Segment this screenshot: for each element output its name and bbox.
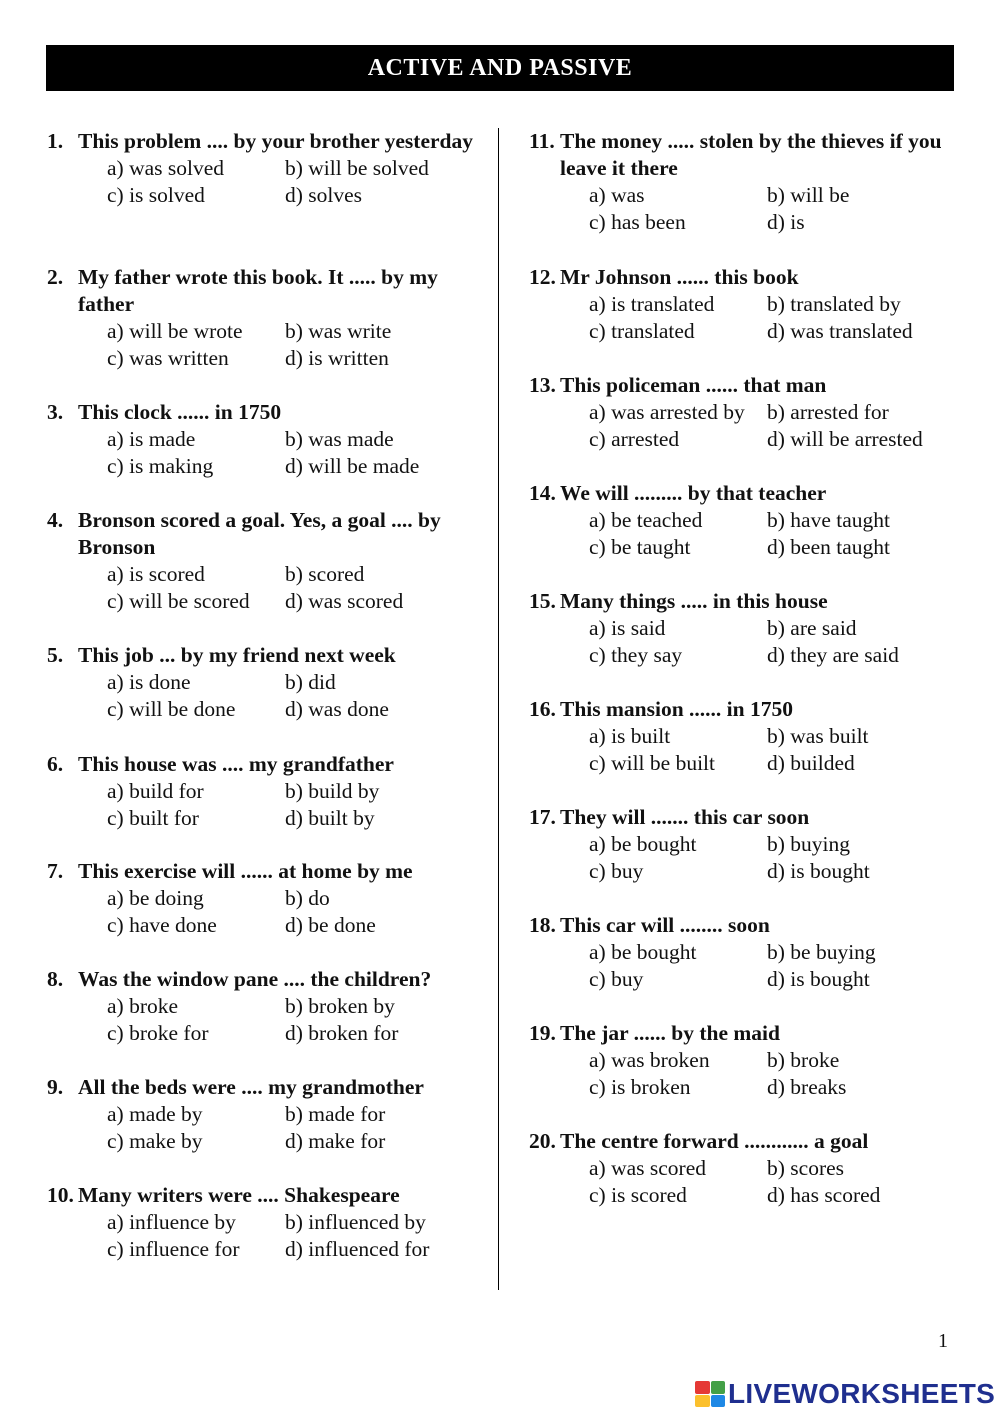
title-bar xyxy=(46,45,954,91)
question-7 xyxy=(47,858,477,939)
option-row xyxy=(529,858,959,885)
question-number: 14. xyxy=(529,481,556,505)
option-d[interactable]: d) breaks xyxy=(767,1075,847,1099)
question-number: 11. xyxy=(529,129,555,153)
option-row xyxy=(47,1020,477,1047)
question-number: 9. xyxy=(47,1075,64,1099)
option-c[interactable]: c) have done xyxy=(107,913,217,937)
option-d[interactable]: d) they are said xyxy=(767,643,899,667)
option-d[interactable]: d) will be made xyxy=(285,454,420,478)
option-d[interactable]: d) is xyxy=(767,210,805,234)
option-c[interactable]: c) will be done xyxy=(107,697,236,721)
option-row xyxy=(47,561,477,588)
option-b[interactable]: b) do xyxy=(285,886,330,910)
option-row xyxy=(47,426,477,453)
option-row xyxy=(47,1236,477,1263)
option-a[interactable]: a) influence by xyxy=(107,1210,236,1234)
question-text: This job ... by my friend next week xyxy=(78,643,396,667)
question-text: This car will ........ soon xyxy=(560,913,770,937)
option-b[interactable]: b) are said xyxy=(767,616,857,640)
question-prompt xyxy=(47,399,477,426)
option-row xyxy=(529,318,959,345)
option-d[interactable]: d) builded xyxy=(767,751,855,775)
question-text: My father wrote this book. It ..... by my father xyxy=(78,265,438,316)
option-a[interactable]: a) was arrested by xyxy=(589,400,745,424)
question-number: 18. xyxy=(529,913,556,937)
option-b[interactable]: b) buying xyxy=(767,832,851,856)
question-2 xyxy=(47,264,477,372)
question-number: 2. xyxy=(47,265,64,289)
question-prompt xyxy=(529,480,959,507)
question-12 xyxy=(529,264,959,345)
option-c[interactable]: c) built for xyxy=(107,806,199,830)
option-row xyxy=(47,669,477,696)
question-4 xyxy=(47,507,477,615)
option-row xyxy=(529,426,959,453)
question-number: 13. xyxy=(529,373,556,397)
option-row xyxy=(47,345,477,372)
question-text: The centre forward ............ a goal xyxy=(560,1129,869,1153)
question-number: 20. xyxy=(529,1129,556,1153)
question-18 xyxy=(529,912,959,993)
option-b[interactable]: b) was write xyxy=(285,319,392,343)
liveworksheets-logo-icon xyxy=(695,1381,725,1407)
option-a[interactable]: a) is said xyxy=(589,616,666,640)
question-prompt xyxy=(47,751,477,778)
question-text: All the beds were .... my grandmother xyxy=(78,1075,424,1099)
option-d[interactable]: d) built by xyxy=(285,806,375,830)
option-row xyxy=(529,966,959,993)
option-row xyxy=(47,588,477,615)
option-b[interactable]: b) will be solved xyxy=(285,156,429,180)
question-text: This exercise will ...... at home by me xyxy=(78,859,413,883)
question-text: This house was .... my grandfather xyxy=(78,752,394,776)
question-prompt xyxy=(529,804,959,831)
option-row xyxy=(529,399,959,426)
option-row xyxy=(529,831,959,858)
option-c[interactable]: c) buy xyxy=(589,967,644,991)
option-row xyxy=(529,209,959,236)
option-row xyxy=(47,1209,477,1236)
question-number: 7. xyxy=(47,859,64,883)
option-row xyxy=(47,453,477,480)
option-d[interactable]: d) was scored xyxy=(285,589,404,613)
question-prompt xyxy=(529,264,959,291)
question-number: 6. xyxy=(47,752,64,776)
question-9 xyxy=(47,1074,477,1155)
question-text: This policeman ...... that man xyxy=(560,373,827,397)
option-d[interactable]: d) be done xyxy=(285,913,376,937)
column-divider xyxy=(498,128,499,1290)
question-prompt xyxy=(47,264,477,318)
option-d[interactable]: d) has scored xyxy=(767,1183,881,1207)
option-b[interactable]: b) did xyxy=(285,670,336,694)
question-8 xyxy=(47,966,477,1047)
question-prompt xyxy=(47,858,477,885)
option-b[interactable]: b) translated by xyxy=(767,292,901,316)
question-text: Many things ..... in this house xyxy=(560,589,828,613)
question-20 xyxy=(529,1128,959,1209)
option-a[interactable]: a) be doing xyxy=(107,886,204,910)
option-b[interactable]: b) arrested for xyxy=(767,400,889,424)
option-row xyxy=(47,155,477,182)
option-c[interactable]: c) broke for xyxy=(107,1021,209,1045)
option-c[interactable]: c) translated xyxy=(589,319,695,343)
question-15 xyxy=(529,588,959,669)
option-a[interactable]: a) was xyxy=(589,183,645,207)
question-text: We will ......... by that teacher xyxy=(560,481,827,505)
question-prompt xyxy=(529,128,959,182)
option-a[interactable]: a) be bought xyxy=(589,832,697,856)
option-b[interactable]: b) broke xyxy=(767,1048,840,1072)
option-row xyxy=(47,885,477,912)
question-number: 15. xyxy=(529,589,556,613)
option-a[interactable]: a) build for xyxy=(107,779,204,803)
option-a[interactable]: a) will be wrote xyxy=(107,319,243,343)
question-19 xyxy=(529,1020,959,1101)
question-prompt xyxy=(47,1182,477,1209)
worksheet-title: ACTIVE AND PASSIVE xyxy=(367,54,633,81)
question-text: This mansion ...... in 1750 xyxy=(560,697,793,721)
option-b[interactable]: b) was made xyxy=(285,427,394,451)
question-number: 12. xyxy=(529,265,556,289)
option-d[interactable]: d) is bought xyxy=(767,859,870,883)
option-row xyxy=(529,1155,959,1182)
option-c[interactable]: c) is making xyxy=(107,454,214,478)
question-number: 19. xyxy=(529,1021,556,1045)
option-row xyxy=(47,318,477,345)
option-row xyxy=(47,778,477,805)
option-row xyxy=(529,507,959,534)
option-b[interactable]: b) influenced by xyxy=(285,1210,426,1234)
option-row xyxy=(529,615,959,642)
option-row xyxy=(47,696,477,723)
option-row xyxy=(529,1182,959,1209)
liveworksheets-brand[interactable] xyxy=(695,1378,995,1410)
question-text: Mr Johnson ...... this book xyxy=(560,265,799,289)
option-row xyxy=(529,182,959,209)
question-number: 10. xyxy=(47,1183,74,1207)
option-a[interactable]: a) was solved xyxy=(107,156,225,180)
question-13 xyxy=(529,372,959,453)
option-a[interactable]: a) is translated xyxy=(589,292,715,316)
option-d[interactable]: d) is bought xyxy=(767,967,870,991)
question-6 xyxy=(47,751,477,832)
option-row xyxy=(529,750,959,777)
question-prompt xyxy=(47,642,477,669)
option-c[interactable]: c) is solved xyxy=(107,183,205,207)
option-row xyxy=(529,939,959,966)
question-prompt xyxy=(529,1128,959,1155)
option-b[interactable]: b) scored xyxy=(285,562,365,586)
option-d[interactable]: d) will be arrested xyxy=(767,427,923,451)
question-number: 8. xyxy=(47,967,64,991)
option-c[interactable]: c) make by xyxy=(107,1129,203,1153)
option-b[interactable]: b) made for xyxy=(285,1102,386,1126)
option-row xyxy=(47,993,477,1020)
option-b[interactable]: b) will be xyxy=(767,183,850,207)
option-row xyxy=(529,291,959,318)
option-d[interactable]: d) was translated xyxy=(767,319,913,343)
brand-name: LIVEWORKSHEETS xyxy=(728,1378,996,1409)
option-a[interactable]: a) be teached xyxy=(589,508,703,532)
question-prompt xyxy=(47,966,477,993)
question-11 xyxy=(529,128,959,236)
option-a[interactable]: a) was broken xyxy=(589,1048,710,1072)
question-number: 1. xyxy=(47,129,64,153)
option-a[interactable]: a) is done xyxy=(107,670,191,694)
option-a[interactable]: a) was scored xyxy=(589,1156,707,1180)
question-prompt xyxy=(529,912,959,939)
option-a[interactable]: a) be bought xyxy=(589,940,697,964)
option-a[interactable]: a) is made xyxy=(107,427,196,451)
option-b[interactable]: b) broken by xyxy=(285,994,395,1018)
question-prompt xyxy=(47,507,477,561)
question-prompt xyxy=(47,1074,477,1101)
option-a[interactable]: a) is built xyxy=(589,724,671,748)
option-row xyxy=(529,534,959,561)
option-b[interactable]: b) scores xyxy=(767,1156,845,1180)
option-a[interactable]: a) is scored xyxy=(107,562,205,586)
option-row xyxy=(47,912,477,939)
option-c[interactable]: c) arrested xyxy=(589,427,680,451)
option-c[interactable]: c) be taught xyxy=(589,535,691,559)
option-a[interactable]: a) broke xyxy=(107,994,179,1018)
option-row xyxy=(47,1101,477,1128)
option-b[interactable]: b) build by xyxy=(285,779,380,803)
option-b[interactable]: b) have taught xyxy=(767,508,890,532)
option-c[interactable]: c) buy xyxy=(589,859,644,883)
option-b[interactable]: b) was built xyxy=(767,724,869,748)
option-row xyxy=(47,182,477,209)
question-14 xyxy=(529,480,959,561)
question-number: 3. xyxy=(47,400,64,424)
question-prompt xyxy=(529,1020,959,1047)
question-prompt xyxy=(529,372,959,399)
option-c[interactable]: c) was written xyxy=(107,346,229,370)
page-number: 1 xyxy=(938,1330,948,1352)
option-d[interactable]: d) broken for xyxy=(285,1021,399,1045)
option-c[interactable]: c) will be scored xyxy=(107,589,250,613)
option-c[interactable]: c) they say xyxy=(589,643,683,667)
question-text: This problem .... by your brother yesterday xyxy=(78,129,473,153)
option-row xyxy=(529,642,959,669)
question-3 xyxy=(47,399,477,480)
option-d[interactable]: d) solves xyxy=(285,183,363,207)
option-row xyxy=(47,805,477,832)
question-prompt xyxy=(529,696,959,723)
question-text: The money ..... stolen by the thieves if you leave it there xyxy=(560,129,942,180)
option-c[interactable]: c) is scored xyxy=(589,1183,687,1207)
question-text: The jar ...... by the maid xyxy=(560,1021,780,1045)
question-10 xyxy=(47,1182,477,1263)
option-d[interactable]: d) been taught xyxy=(767,535,890,559)
question-text: Bronson scored a goal. Yes, a goal .... by Bronson xyxy=(78,508,441,559)
question-16 xyxy=(529,696,959,777)
option-c[interactable]: c) influence for xyxy=(107,1237,240,1261)
question-text: This clock ...... in 1750 xyxy=(78,400,282,424)
option-c[interactable]: c) will be built xyxy=(589,751,715,775)
question-5 xyxy=(47,642,477,723)
option-d[interactable]: d) is written xyxy=(285,346,389,370)
option-row xyxy=(529,1074,959,1101)
option-c[interactable]: c) has been xyxy=(589,210,686,234)
question-text: Was the window pane .... the children? xyxy=(78,967,432,991)
option-row xyxy=(47,1128,477,1155)
option-c[interactable]: c) is broken xyxy=(589,1075,691,1099)
option-row xyxy=(529,1047,959,1074)
option-d[interactable]: d) make for xyxy=(285,1129,386,1153)
question-prompt xyxy=(47,128,477,155)
question-number: 4. xyxy=(47,508,64,532)
option-a[interactable]: a) made by xyxy=(107,1102,203,1126)
question-number: 5. xyxy=(47,643,64,667)
question-text: They will ....... this car soon xyxy=(560,805,810,829)
option-row xyxy=(529,723,959,750)
question-number: 17. xyxy=(529,805,556,829)
option-b[interactable]: b) be buying xyxy=(767,940,876,964)
question-17 xyxy=(529,804,959,885)
question-number: 16. xyxy=(529,697,556,721)
option-d[interactable]: d) influenced for xyxy=(285,1237,430,1261)
question-1 xyxy=(47,128,477,209)
question-prompt xyxy=(529,588,959,615)
option-d[interactable]: d) was done xyxy=(285,697,389,721)
question-text: Many writers were .... Shakespeare xyxy=(78,1183,400,1207)
